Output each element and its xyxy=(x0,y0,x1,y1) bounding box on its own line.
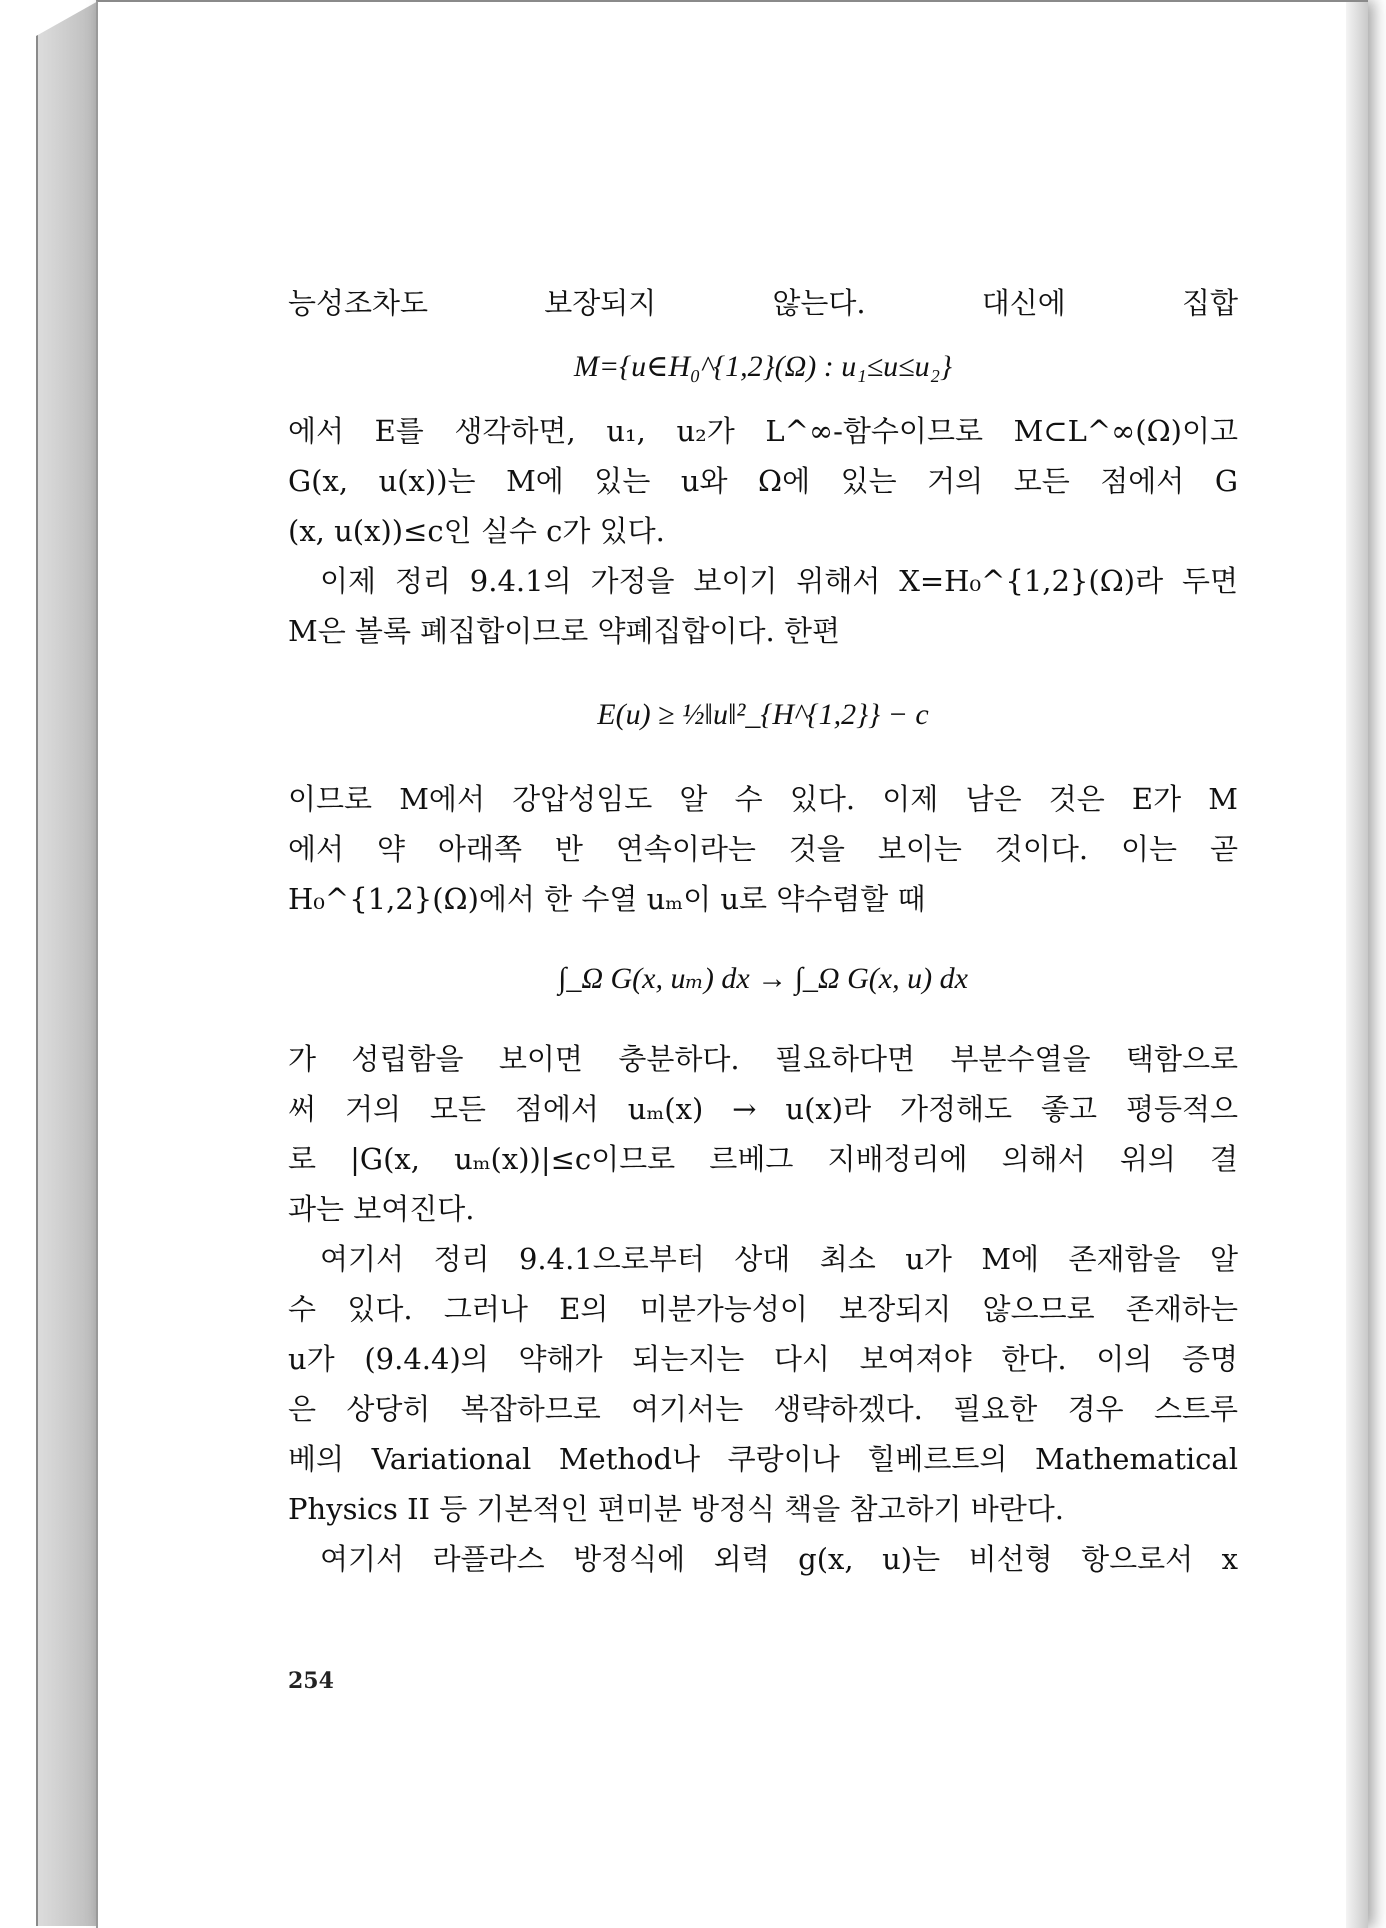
text-line: 로 |G(x, uₘ(x))|≤c이므로 르베그 지배정리에 의해서 위의 결 xyxy=(288,1142,1238,1176)
formula-set-m: M={u∈H₀^{1,2}(Ω) : u₁≤u≤u₂} xyxy=(573,350,953,383)
text-line: 은 상당히 복잡하므로 여기서는 생략하겠다. 필요한 경우 스트루 xyxy=(288,1392,1238,1426)
text-line: 이제 정리 9.4.1의 가정을 보이기 위해서 X=H₀^{1,2}(Ω)라 두면 xyxy=(320,564,1238,598)
text-line: 가 성립함을 보이면 충분하다. 필요하다면 부분수열을 택함으로 xyxy=(288,1042,1238,1076)
formula-coercive: E(u) ≥ ½‖u‖²_{H^{1,2}} − c xyxy=(597,698,929,731)
text-line: 에서 E를 생각하면, u₁, u₂가 L^∞-함수이므로 M⊂L^∞(Ω)이고 xyxy=(288,414,1238,448)
text-line: u가 (9.4.4)의 약해가 되는지는 다시 보여져야 한다. 이의 증명 xyxy=(288,1342,1238,1376)
page-edge-shadow xyxy=(1346,2,1368,1928)
text-line: 에서 약 아래쪽 반 연속이라는 것을 보이는 것이다. 이는 곧 xyxy=(288,832,1238,866)
text-line: 써 거의 모든 점에서 uₘ(x) → u(x)라 가정해도 좋고 평등적으 xyxy=(288,1092,1238,1126)
page-body xyxy=(288,278,1238,1584)
text-line: H₀^{1,2}(Ω)에서 한 수열 uₘ이 u로 약수렴할 때 xyxy=(288,882,926,916)
text-line: 능성조차도 보장되지 않는다. 대신에 집합 xyxy=(288,286,1238,320)
text-line: Physics II 등 기본적인 편미분 방정식 책을 참고하기 바란다. xyxy=(288,1492,1065,1526)
text-line: 과는 보여진다. xyxy=(288,1192,475,1226)
text-line: 베의 Variational Method나 쿠랑이나 힐베르트의 Mathematical xyxy=(288,1442,1238,1476)
text-line: (x, u(x))≤c인 실수 c가 있다. xyxy=(288,514,665,548)
text-line: 수 있다. 그러나 E의 미분가능성이 보장되지 않으므로 존재하는 xyxy=(288,1292,1238,1326)
book-spine xyxy=(36,0,100,1926)
formula-limit: ∫_Ω G(x, uₘ) dx → ∫_Ω G(x, u) dx xyxy=(558,962,968,995)
page-number: 254 xyxy=(288,1668,334,1694)
text-line: G(x, u(x))는 M에 있는 u와 Ω에 있는 거의 모든 점에서 G xyxy=(288,464,1238,498)
text-line: 이므로 M에서 강압성임도 알 수 있다. 이제 남은 것은 E가 M xyxy=(288,782,1238,816)
text-line: 여기서 정리 9.4.1으로부터 상대 최소 u가 M에 존재함을 알 xyxy=(320,1242,1238,1276)
text-line: 여기서 라플라스 방정식에 외력 g(x, u)는 비선형 항으로서 x xyxy=(320,1542,1238,1576)
text-line: M은 볼록 폐집합이므로 약폐집합이다. 한편 xyxy=(288,614,841,648)
